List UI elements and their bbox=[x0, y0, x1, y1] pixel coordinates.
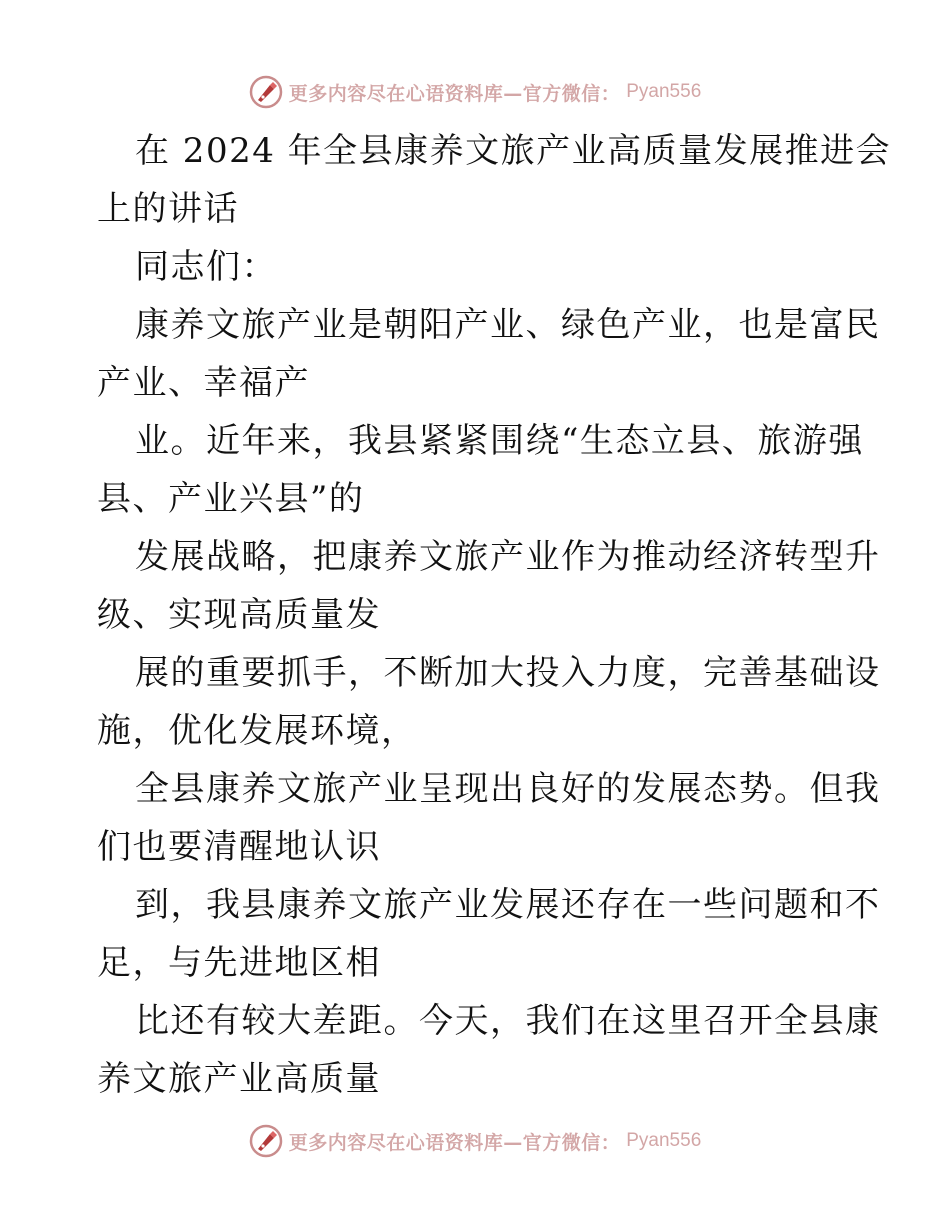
paragraph-line: 们也要清醒地认识 bbox=[97, 827, 381, 867]
watermark-text: 更多内容尽在心语资料库—官方微信： bbox=[288, 82, 621, 105]
paragraph-line: 业。近年来，我县紧紧围绕“生态立县、旅游强 bbox=[135, 421, 864, 461]
paragraph-line: 发展战略，把康养文旅产业作为推动经济转型升 bbox=[135, 537, 881, 577]
paragraph-line: 比还有较大差距。今天，我们在这里召开全县康 bbox=[135, 1001, 881, 1041]
watermark-handle: Pyan556 bbox=[626, 81, 702, 102]
pen-nib-logo-icon bbox=[249, 75, 283, 109]
title-line: 上的讲话 bbox=[97, 189, 239, 229]
watermark-text: 更多内容尽在心语资料库—官方微信： bbox=[288, 1131, 621, 1154]
paragraph-line: 足，与先进地区相 bbox=[97, 943, 381, 983]
salutation: 同志们： bbox=[135, 247, 277, 287]
footer-watermark bbox=[0, 1121, 950, 1161]
paragraph-line: 级、实现高质量发 bbox=[97, 595, 381, 635]
paragraph-line: 康养文旅产业是朝阳产业、绿色产业，也是富民 bbox=[135, 305, 881, 345]
title-line: 在 2024 年全县康养文旅产业高质量发展推进会 bbox=[135, 131, 892, 171]
paragraph-line: 施，优化发展环境， bbox=[97, 711, 417, 751]
paragraph-line: 产业、幸福产 bbox=[97, 363, 310, 403]
paragraph-line: 到，我县康养文旅产业发展还存在一些问题和不 bbox=[135, 885, 881, 925]
paragraph-line: 养文旅产业高质量 bbox=[97, 1059, 381, 1099]
header-watermark bbox=[0, 72, 950, 112]
paragraph-line: 展的重要抓手，不断加大投入力度，完善基础设 bbox=[135, 653, 881, 693]
paragraph-line: 全县康养文旅产业呈现出良好的发展态势。但我 bbox=[135, 769, 881, 809]
watermark-handle: Pyan556 bbox=[626, 1130, 702, 1151]
paragraph-line: 县、产业兴县”的 bbox=[97, 479, 365, 519]
document-body bbox=[97, 122, 892, 1108]
pen-nib-logo-icon bbox=[249, 1124, 283, 1158]
